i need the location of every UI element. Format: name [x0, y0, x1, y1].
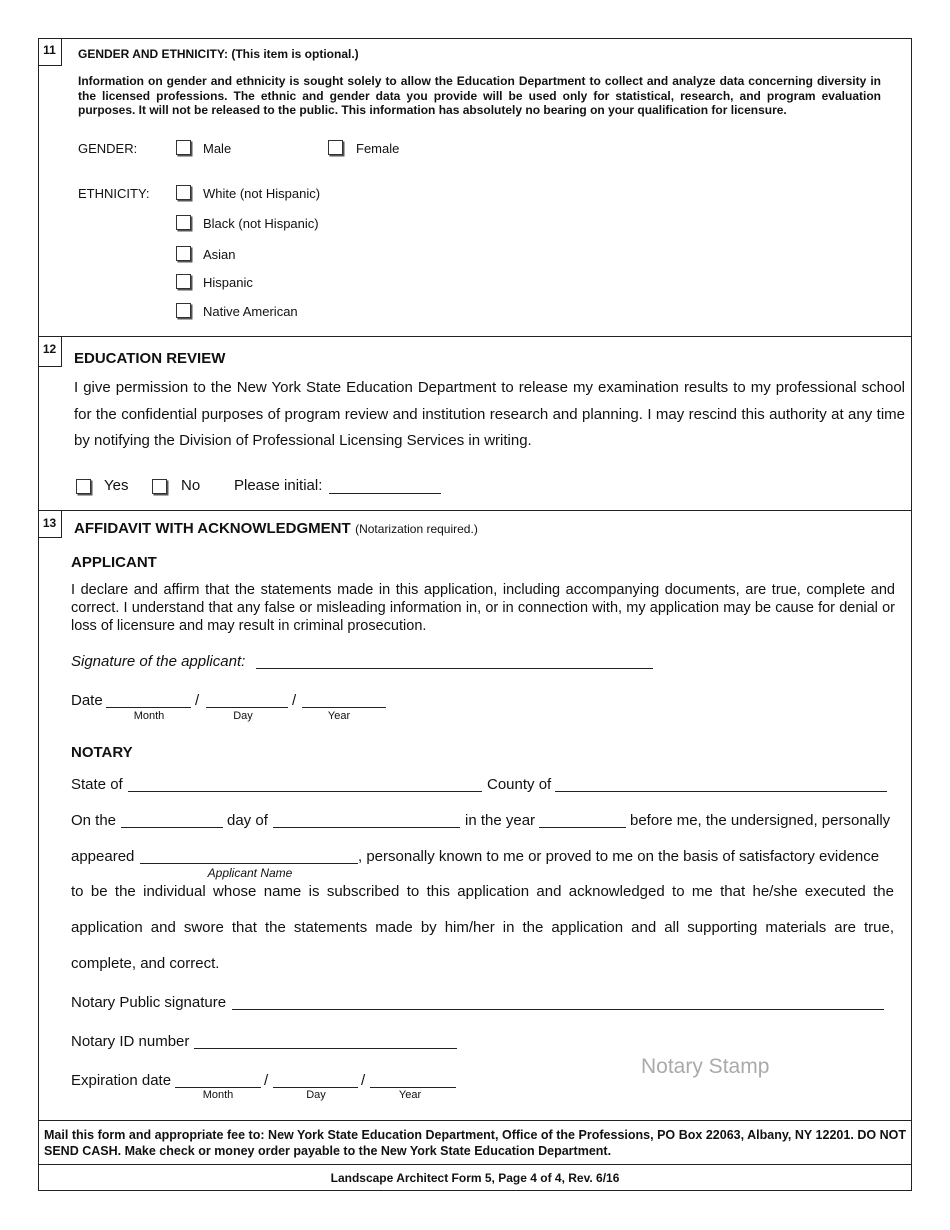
divider-11-12	[38, 336, 912, 337]
applicant-name-caption: Applicant Name	[207, 866, 293, 880]
appeared-label: appeared	[71, 848, 135, 865]
state-label: State of	[71, 776, 123, 793]
ethnicity-black-label: Black (not Hispanic)	[203, 216, 319, 231]
section-13-note: (Notarization required.)	[355, 522, 478, 536]
section-11-number: 11	[38, 38, 62, 66]
applicant-day-caption: Day	[233, 710, 253, 722]
review-yes-label: Yes	[104, 477, 129, 494]
section-13-number: 13	[38, 511, 62, 538]
initial-label: Please initial:	[234, 477, 323, 494]
section-12-title: EDUCATION REVIEW	[74, 350, 226, 367]
ethnicity-black-checkbox[interactable]	[176, 215, 191, 230]
notary-line-3: to be the individual whose name is subscribed to this application and acknowledged to me that he/she executed the	[71, 883, 894, 900]
notary-signature-field[interactable]	[232, 995, 884, 1010]
day-of-label: day of	[227, 812, 268, 829]
expiration-month-field[interactable]	[175, 1073, 261, 1088]
ethnicity-hispanic-label: Hispanic	[203, 275, 253, 290]
date-slash: /	[292, 692, 297, 709]
day-number-field[interactable]	[121, 813, 223, 828]
applicant-year-caption: Year	[327, 710, 351, 722]
divider-13-footer	[38, 1120, 912, 1121]
notary-heading: NOTARY	[71, 744, 133, 761]
ethnicity-asian-label: Asian	[203, 247, 236, 262]
signature-label: Signature of the applicant:	[71, 653, 246, 670]
applicant-signature-field[interactable]	[256, 654, 653, 669]
notary-id-label: Notary ID number	[71, 1033, 190, 1050]
notary-id-field[interactable]	[194, 1034, 457, 1049]
month-field[interactable]	[273, 813, 460, 828]
divider-12-13	[38, 510, 912, 511]
date-slash: /	[361, 1072, 366, 1089]
county-label: County of	[487, 776, 552, 793]
section-12-number: 12	[38, 337, 62, 367]
gender-male-checkbox[interactable]	[176, 140, 191, 155]
expiration-day-field[interactable]	[273, 1073, 358, 1088]
county-field[interactable]	[555, 777, 887, 792]
expiration-year-field[interactable]	[370, 1073, 456, 1088]
applicant-heading: APPLICANT	[71, 554, 157, 571]
in-the-year-label: in the year	[465, 812, 536, 829]
ethnicity-asian-checkbox[interactable]	[176, 246, 191, 261]
notary-signature-label: Notary Public signature	[71, 994, 227, 1011]
ethnicity-white-checkbox[interactable]	[176, 185, 191, 200]
applicant-name-field[interactable]	[140, 849, 358, 864]
section-12-text: I give permission to the New York State Education Department to release my examination results to my professional school for the confidential purposes of program review and institution research and planning. I may rescind this authority at any time by notifying the Division of Professional Licensing Services in writing.	[74, 379, 905, 449]
expiration-day-caption: Day	[306, 1089, 326, 1101]
date-slash: /	[264, 1072, 269, 1089]
section-11-title: GENDER AND ETHNICITY: (This item is optional.)	[78, 47, 359, 61]
ethnicity-white-label: White (not Hispanic)	[203, 186, 321, 201]
review-yes-checkbox[interactable]	[76, 479, 91, 494]
ethnicity-native-american-label: Native American	[203, 304, 298, 319]
section-13-heading	[74, 520, 478, 538]
gender-male-label: Male	[203, 141, 232, 156]
applicant-day-field[interactable]	[206, 693, 288, 708]
state-field[interactable]	[128, 777, 482, 792]
applicant-month-field[interactable]	[106, 693, 191, 708]
applicant-year-field[interactable]	[302, 693, 386, 708]
gender-label: GENDER:	[78, 141, 138, 156]
initial-field[interactable]	[329, 479, 441, 494]
ethnicity-label: ETHNICITY:	[78, 186, 150, 201]
expiration-year-caption: Year	[398, 1089, 422, 1101]
gender-female-label: Female	[356, 141, 400, 156]
applicant-declaration: I declare and affirm that the statements made in this application, including accompanying documents, are true, complete and correct. I understand that any false or misleading information in, or in connection with, my application may be cause for denial or loss of licensure and may result in criminal prosecution.	[71, 582, 895, 634]
on-the-label: On the	[71, 812, 117, 829]
divider-footer	[38, 1164, 912, 1165]
known-text: , personally known to me or proved to me on the basis of satisfactory evidence	[358, 848, 880, 865]
year-field[interactable]	[539, 813, 626, 828]
notary-line-4: application and swore that the statements made by him/her in the application and all supporting materials are true,	[71, 919, 894, 936]
review-no-checkbox[interactable]	[152, 479, 167, 494]
mail-instructions: Mail this form and appropriate fee to: New York State Education Department, Office of the Professions, PO Box 22063, Albany, NY 12201. DO NOT SEND CASH. Make check or money order payable to the New York State Education Department.	[44, 1128, 906, 1158]
ethnicity-hispanic-checkbox[interactable]	[176, 274, 191, 289]
form-identifier: Landscape Architect Form 5, Page 4 of 4, Rev. 6/16	[330, 1171, 620, 1185]
applicant-month-caption: Month	[133, 710, 165, 722]
date-slash: /	[195, 692, 200, 709]
section-13-title: AFFIDAVIT WITH ACKNOWLEDGMENT	[74, 520, 351, 537]
expiration-label: Expiration date	[71, 1072, 172, 1089]
before-me-text: before me, the undersigned, personally	[630, 812, 891, 829]
applicant-date-label: Date	[71, 692, 103, 709]
section-11-intro: Information on gender and ethnicity is sought solely to allow the Education Department to collect and analyze data concerning diversity in the licensed professions. The ethnic and gender data you provide will be used only for statistical, research, and program evaluation purposes. It will not be released to the public. This information has absolutely no bearing on your qualification for licensure.	[78, 74, 881, 117]
review-no-label: No	[181, 477, 201, 494]
notary-stamp-label: Notary Stamp	[641, 1055, 770, 1078]
gender-female-checkbox[interactable]	[328, 140, 343, 155]
notary-line-5: complete, and correct.	[71, 955, 220, 972]
ethnicity-native-american-checkbox[interactable]	[176, 303, 191, 318]
expiration-month-caption: Month	[202, 1089, 234, 1101]
